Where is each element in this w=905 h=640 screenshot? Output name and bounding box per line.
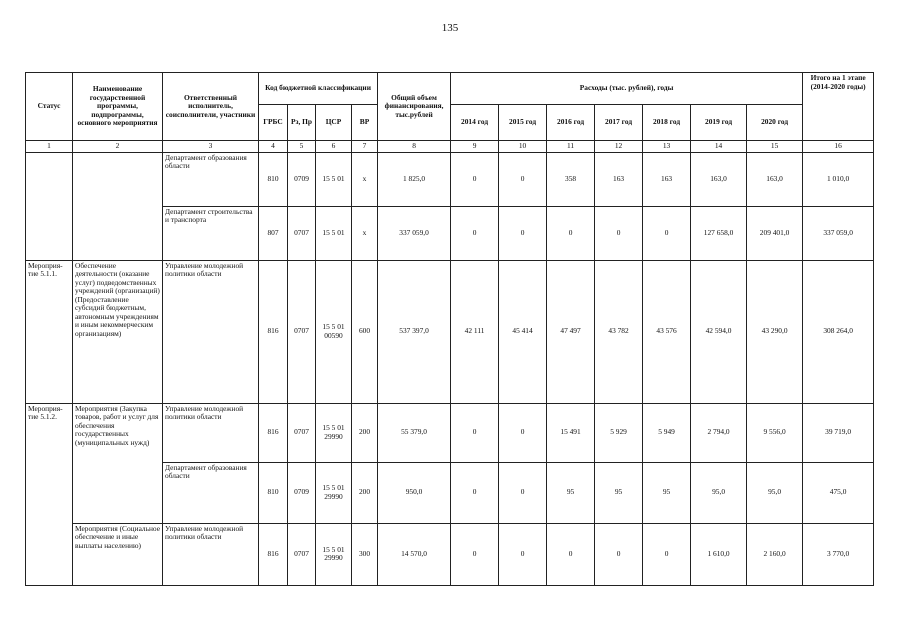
col-number: 11 xyxy=(547,141,595,153)
col-number: 5 xyxy=(288,141,316,153)
year-cell: 2 794,0 xyxy=(691,403,747,462)
responsible-cell: Департамент строительства и транспорта xyxy=(163,206,259,260)
header-year: 2019 год xyxy=(691,105,747,141)
col-number: 6 xyxy=(316,141,352,153)
sum-cell: 308 264,0 xyxy=(803,260,874,403)
rzpr-cell: 0707 xyxy=(288,403,316,462)
year-cell: 42 111 xyxy=(451,260,499,403)
year-cell: 5 929 xyxy=(595,403,643,462)
year-cell: 95 xyxy=(547,462,595,523)
sum-cell: 475,0 xyxy=(803,462,874,523)
year-cell: 127 658,0 xyxy=(691,206,747,260)
header-status: Статус xyxy=(26,73,73,141)
table-row xyxy=(26,523,874,585)
year-cell: 0 xyxy=(547,206,595,260)
total-cell: 14 570,0 xyxy=(378,523,451,585)
header-total-stage: Итого на 1 этапе (2014-2020 годы) xyxy=(803,73,874,141)
year-cell: 0 xyxy=(499,152,547,206)
col-number: 16 xyxy=(803,141,874,153)
csr-cell: 15 5 01 00590 xyxy=(316,260,352,403)
rzpr-cell: 0709 xyxy=(288,462,316,523)
grbs-cell: 816 xyxy=(259,260,288,403)
table-row xyxy=(26,152,874,206)
rzpr-cell: 0707 xyxy=(288,260,316,403)
total-cell: 537 397,0 xyxy=(378,260,451,403)
header-grbs: ГРБС xyxy=(259,105,288,141)
total-cell: 1 825,0 xyxy=(378,152,451,206)
year-cell: 47 497 xyxy=(547,260,595,403)
sum-cell: 3 770,0 xyxy=(803,523,874,585)
csr-cell: 15 5 01 xyxy=(316,152,352,206)
header-year: 2016 год xyxy=(547,105,595,141)
header-budget-code: Код бюджетной классификации xyxy=(259,73,378,105)
year-cell: 43 576 xyxy=(643,260,691,403)
header-year: 2017 год xyxy=(595,105,643,141)
csr-cell: 15 5 01 29990 xyxy=(316,462,352,523)
year-cell: 163 xyxy=(595,152,643,206)
year-cell: 1 610,0 xyxy=(691,523,747,585)
year-cell: 95 xyxy=(595,462,643,523)
year-cell: 2 160,0 xyxy=(747,523,803,585)
vr-cell: 200 xyxy=(352,462,378,523)
year-cell: 0 xyxy=(547,523,595,585)
total-cell: 950,0 xyxy=(378,462,451,523)
header-year: 2020 год xyxy=(747,105,803,141)
status-cell: Мероприя-тие 5.1.2. xyxy=(26,403,73,585)
year-cell: 0 xyxy=(451,403,499,462)
header-expenses: Расходы (тыс. рублей), годы xyxy=(451,73,803,105)
csr-cell: 15 5 01 29990 xyxy=(316,403,352,462)
col-number: 9 xyxy=(451,141,499,153)
table-row xyxy=(26,403,874,462)
col-number: 3 xyxy=(163,141,259,153)
total-cell: 55 379,0 xyxy=(378,403,451,462)
total-cell: 337 059,0 xyxy=(378,206,451,260)
header-year: 2015 год xyxy=(499,105,547,141)
year-cell: 163,0 xyxy=(747,152,803,206)
year-cell: 0 xyxy=(595,206,643,260)
csr-cell: 15 5 01 29990 xyxy=(316,523,352,585)
year-cell: 0 xyxy=(643,206,691,260)
vr-cell: 600 xyxy=(352,260,378,403)
year-cell: 358 xyxy=(547,152,595,206)
year-cell: 95,0 xyxy=(747,462,803,523)
page-number: 135 xyxy=(441,22,459,34)
year-cell: 15 491 xyxy=(547,403,595,462)
year-cell: 0 xyxy=(643,523,691,585)
col-number: 12 xyxy=(595,141,643,153)
grbs-cell: 807 xyxy=(259,206,288,260)
year-cell: 0 xyxy=(499,462,547,523)
year-cell: 0 xyxy=(499,523,547,585)
rzpr-cell: 0707 xyxy=(288,523,316,585)
col-number: 13 xyxy=(643,141,691,153)
year-cell: 0 xyxy=(499,206,547,260)
year-cell: 5 949 xyxy=(643,403,691,462)
grbs-cell: 816 xyxy=(259,403,288,462)
sum-cell: 39 719,0 xyxy=(803,403,874,462)
status-cell xyxy=(26,152,73,260)
vr-cell: х xyxy=(352,206,378,260)
year-cell: 0 xyxy=(451,462,499,523)
col-number: 7 xyxy=(352,141,378,153)
header-rzpr: Рз, Пр xyxy=(288,105,316,141)
header-year: 2018 год xyxy=(643,105,691,141)
name-cell: Мероприятия (Закупка товаров, работ и услуг для обеспечения государственных (муниципальных нужд) xyxy=(73,403,163,523)
vr-cell: 200 xyxy=(352,403,378,462)
grbs-cell: 816 xyxy=(259,523,288,585)
status-cell: Мероприя-тие 5.1.1. xyxy=(26,260,73,403)
year-cell: 45 414 xyxy=(499,260,547,403)
year-cell: 0 xyxy=(499,403,547,462)
year-cell: 95 xyxy=(643,462,691,523)
year-cell: 43 290,0 xyxy=(747,260,803,403)
csr-cell: 15 5 01 xyxy=(316,206,352,260)
header-vr: ВР xyxy=(352,105,378,141)
name-cell: Обеспечение деятельности (оказание услуг) подведомственных учреждений (организаций) (Предоставление субсидий бюджетным, автономным учреждениям и иным некоммерческим организациям) xyxy=(73,260,163,403)
year-cell: 42 594,0 xyxy=(691,260,747,403)
table-row xyxy=(26,260,874,403)
responsible-cell: Управление молодежной политики области xyxy=(163,403,259,462)
year-cell: 9 556,0 xyxy=(747,403,803,462)
rzpr-cell: 0707 xyxy=(288,206,316,260)
header-csr: ЦСР xyxy=(316,105,352,141)
grbs-cell: 810 xyxy=(259,462,288,523)
rzpr-cell: 0709 xyxy=(288,152,316,206)
year-cell: 0 xyxy=(595,523,643,585)
year-cell: 43 782 xyxy=(595,260,643,403)
year-cell: 163 xyxy=(643,152,691,206)
budget-table xyxy=(25,72,874,586)
vr-cell: 300 xyxy=(352,523,378,585)
name-cell: Мероприятия (Социальное обеспечение и иные выплаты населению) xyxy=(73,523,163,585)
year-cell: 0 xyxy=(451,152,499,206)
vr-cell: х xyxy=(352,152,378,206)
responsible-cell: Управление молодежной политики области xyxy=(163,260,259,403)
col-number: 2 xyxy=(73,141,163,153)
col-number: 4 xyxy=(259,141,288,153)
year-cell: 95,0 xyxy=(691,462,747,523)
responsible-cell: Департамент образования области xyxy=(163,152,259,206)
header-year: 2014 год xyxy=(451,105,499,141)
header-name: Наименование государственной программы, подпрограммы, основного мероприятия xyxy=(73,73,163,141)
grbs-cell: 810 xyxy=(259,152,288,206)
sum-cell: 337 059,0 xyxy=(803,206,874,260)
col-number: 14 xyxy=(691,141,747,153)
sum-cell: 1 010,0 xyxy=(803,152,874,206)
header-responsible: Ответственный исполнитель, соисполнители, участники xyxy=(163,73,259,141)
col-number: 8 xyxy=(378,141,451,153)
responsible-cell: Управление молодежной политики области xyxy=(163,523,259,585)
header-total-funding: Общий объем финансирования, тыс.рублей xyxy=(378,73,451,141)
col-number: 15 xyxy=(747,141,803,153)
year-cell: 163,0 xyxy=(691,152,747,206)
responsible-cell: Департамент образования области xyxy=(163,462,259,523)
year-cell: 0 xyxy=(451,523,499,585)
col-number: 1 xyxy=(26,141,73,153)
name-cell xyxy=(73,152,163,260)
year-cell: 209 401,0 xyxy=(747,206,803,260)
col-number: 10 xyxy=(499,141,547,153)
year-cell: 0 xyxy=(451,206,499,260)
